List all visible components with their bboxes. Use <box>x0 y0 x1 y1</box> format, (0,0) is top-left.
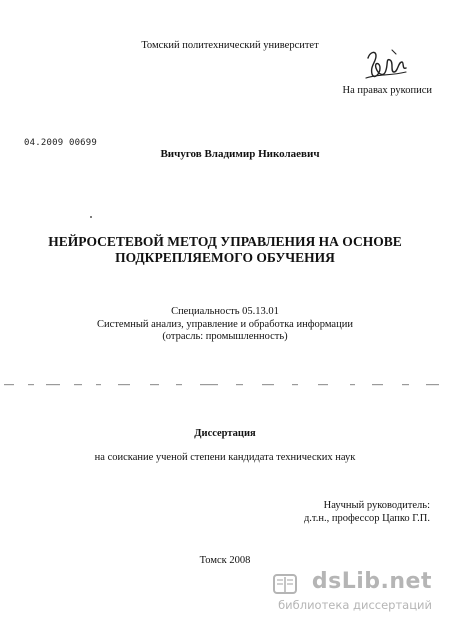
university-name: Томский политехнический университет <box>141 40 319 51</box>
book-icon <box>272 571 298 597</box>
city-year: Томск 2008 <box>199 555 251 566</box>
supervisor-label: Научный руководитель: <box>323 500 430 511</box>
handwritten-signature <box>362 44 410 86</box>
watermark-brand: dsLib.net <box>311 569 432 594</box>
specialty-branch: (отрасль: промышленность) <box>162 331 288 342</box>
scan-artifact-line <box>0 383 450 387</box>
supervisor-name: д.т.н., профессор Цапко Г.П. <box>303 512 430 524</box>
watermark-logo <box>266 569 436 615</box>
work-type: Диссертация <box>194 428 256 439</box>
manuscript-note: На правах рукописи <box>342 85 432 96</box>
registration-stamp: 04.2009 00699 <box>24 138 98 148</box>
title-line: НЕЙРОСЕТЕВОЙ МЕТОД УПРАВЛЕНИЯ НА ОСНОВЕ <box>48 234 402 249</box>
specialty-code: Специальность 05.13.01 <box>171 306 279 317</box>
dissertation-title <box>0 234 450 266</box>
author-name: Вичугов Владимир Николаевич <box>160 148 320 160</box>
scan-speck <box>90 216 92 218</box>
title-line: ПОДКРЕПЛЯЕМОГО ОБУЧЕНИЯ <box>115 250 335 265</box>
watermark-tagline: библиотека диссертаций <box>278 598 432 612</box>
specialty-name: Системный анализ, управление и обработка информации <box>97 318 353 330</box>
supervisor-block <box>304 500 430 525</box>
degree-line: на соискание ученой степени кандидата технических наук <box>94 452 356 463</box>
specialty-block <box>0 306 450 344</box>
